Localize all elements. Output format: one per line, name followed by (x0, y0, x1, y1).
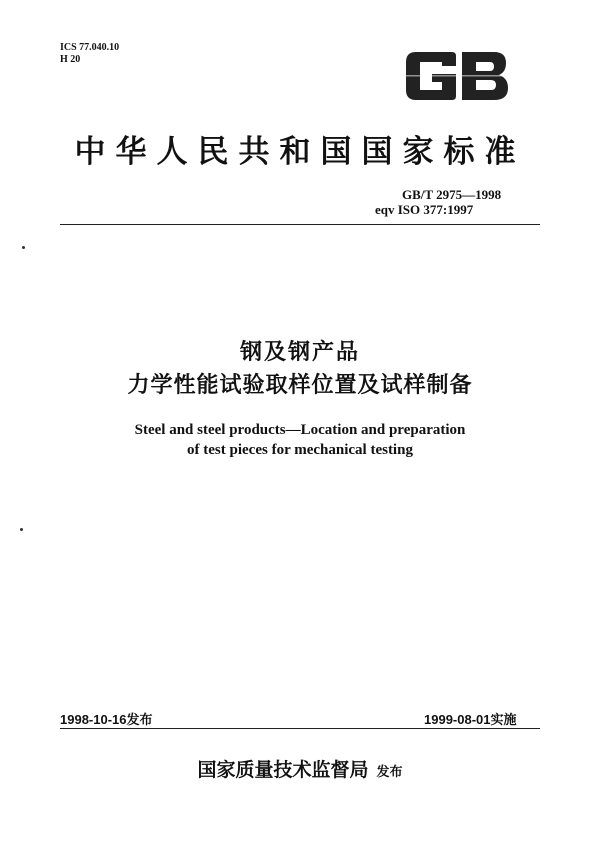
title-chinese-line1: 钢及钢产品 (239, 340, 360, 365)
ics-code: ICS 77.040.10 (60, 42, 120, 53)
bottom-divider (60, 728, 540, 729)
title-english-line2: of test pieces for mechanical testing (187, 442, 413, 458)
gb-logo-icon (402, 48, 512, 104)
organization-title: 中华人民共和国国家标准 (74, 134, 526, 170)
issuer-action: 发布 (376, 765, 403, 780)
title-english (0, 420, 600, 460)
issuer-line (0, 755, 600, 782)
scan-speck (20, 528, 23, 531)
ccs-code: H 20 (60, 54, 81, 65)
effective-date: 1999-08-01实施 (424, 712, 517, 727)
classification-codes (60, 42, 119, 66)
scan-speck (22, 246, 25, 249)
issuer-name: 国家质量技术监督局 (197, 759, 369, 781)
title-english-line1: Steel and steel products—Location and preparation (134, 422, 466, 438)
standard-number: GB/T 2975—1998 (402, 187, 502, 202)
standard-equivalent: eqv ISO 377:1997 (375, 202, 474, 217)
top-divider (60, 224, 540, 225)
issue-date: 1998-10-16发布 (60, 712, 153, 727)
title-chinese-line2: 力学性能试验取样位置及试样制备 (127, 373, 473, 398)
